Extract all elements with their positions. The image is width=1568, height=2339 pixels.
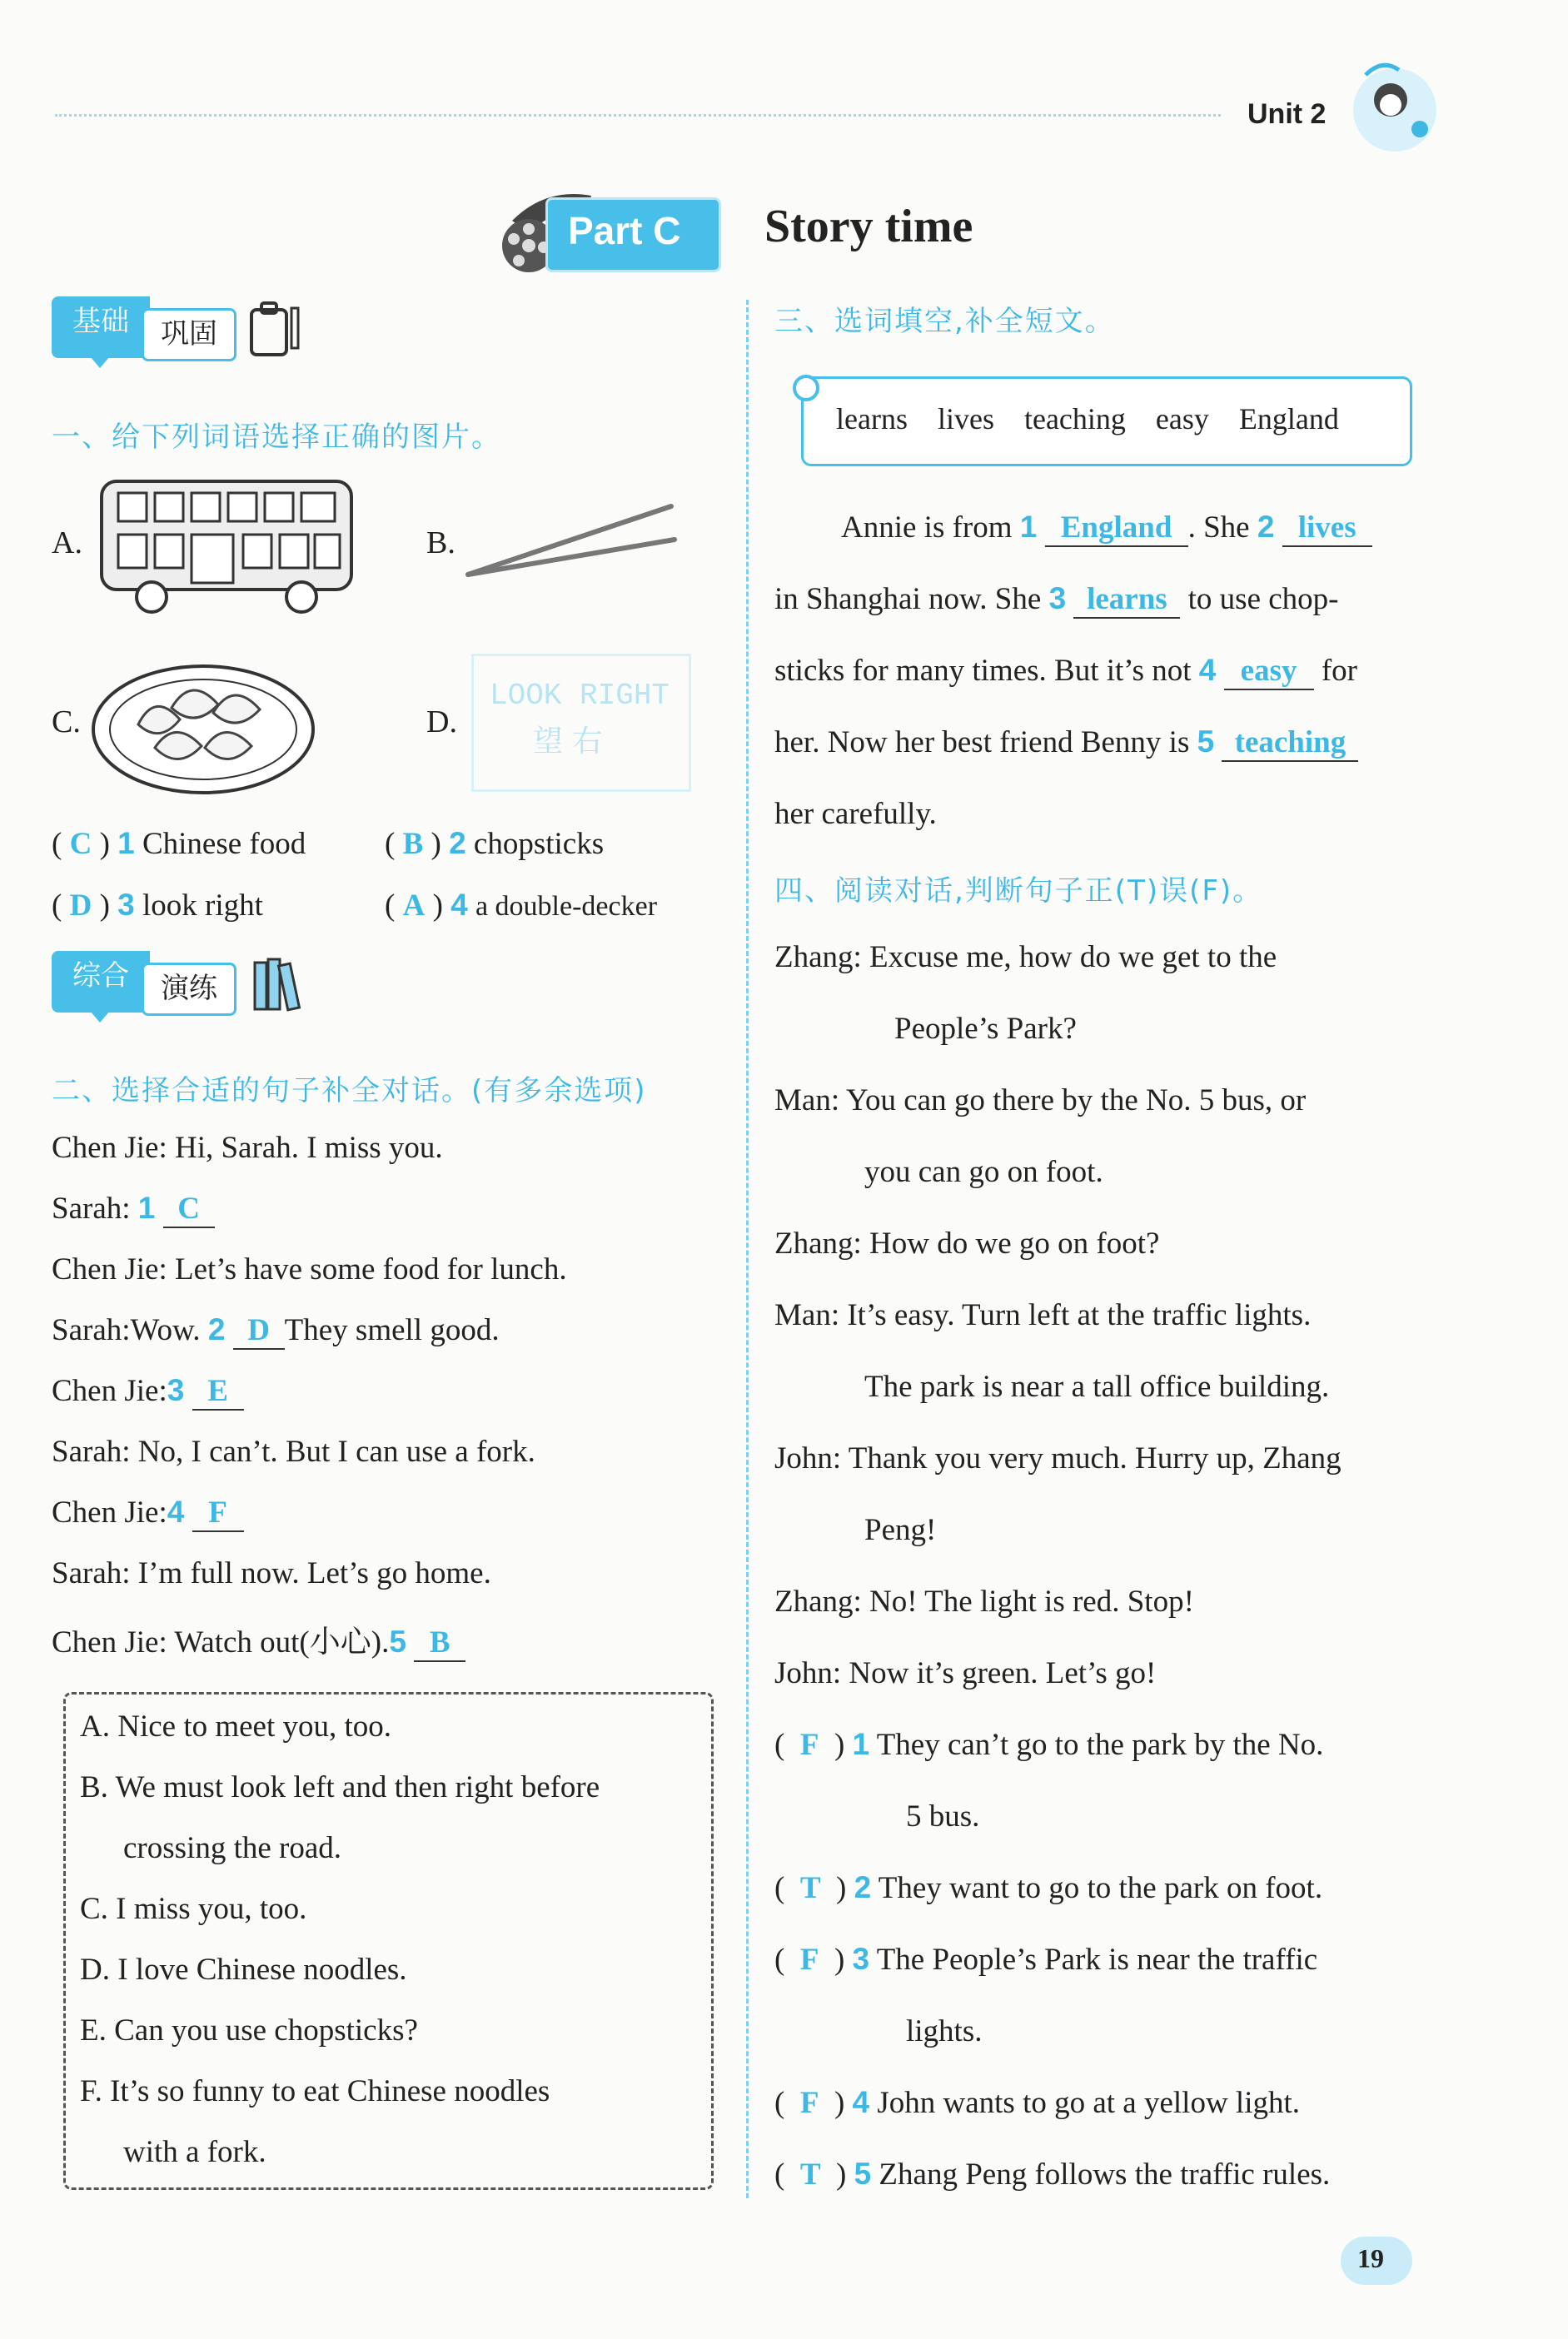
judgment-5: ( T ) 5 Zhang Peng follows the traffic rules. (774, 2157, 1331, 2192)
option-c: C. I miss you, too. (80, 1892, 307, 1926)
word-4: easy (1155, 402, 1209, 435)
option-e: E. Can you use chopsticks? (80, 2013, 418, 2048)
match-item-1: ( C ) 1 Chinese food (52, 826, 306, 861)
passage-line-1: Annie is from 1 England . She 2 lives (841, 510, 1372, 547)
judgment-1: ( F ) 1 They can’t go to the park by the No. (774, 1727, 1324, 1762)
pic-label-a: A. (52, 525, 82, 560)
girl-mascot-icon (1341, 50, 1449, 162)
dumplings-plate-image (88, 649, 318, 804)
column-divider (746, 300, 749, 2198)
options-box (63, 1692, 714, 2190)
passage-line-3: sticks for many times. But it’s not 4 easy for (774, 653, 1357, 690)
chopsticks-image (463, 491, 679, 587)
section-2-heading: 二、选择合适的句子补全对话。(有多余选项) (52, 1074, 647, 1107)
unit-label: Unit 2 (1247, 98, 1327, 130)
judgment-3: ( F ) 3 The People’s Park is near the traffic (774, 1942, 1318, 1977)
match-item-4: ( A ) 4 a double-decker (385, 888, 658, 923)
word-3: teaching (1023, 402, 1126, 435)
page-title: Story time (764, 201, 973, 252)
option-b-cont: crossing the road. (123, 1831, 342, 1865)
match-item-2: ( B ) 2 chopsticks (385, 826, 605, 861)
option-f: F. It’s so funny to eat Chinese noodles (80, 2074, 550, 2108)
reading-line-2: People’s Park? (894, 1012, 1077, 1046)
page-number: 19 (1357, 2243, 1384, 2273)
dialogue-line-5: Chen Jie:3 E (52, 1373, 244, 1411)
part-label: Part C (568, 209, 681, 252)
sign-text-2: 望 右 (533, 724, 603, 759)
notebook-pen-icon (246, 300, 306, 364)
dialogue-line-8: Sarah: I’m full now. Let’s go home. (52, 1556, 491, 1590)
reading-line-11: John: Now it’s green. Let’s go! (774, 1656, 1157, 1690)
double-decker-bus-image (93, 476, 360, 622)
reading-line-3: Man: You can go there by the No. 5 bus, or (774, 1083, 1307, 1117)
word-bank-knot-icon (789, 371, 823, 409)
passage-line-5: her carefully. (774, 797, 937, 831)
word-2: lives (937, 402, 994, 435)
section-4-heading: 四、阅读对话,判断句子正(T)误(F)。 (774, 874, 1263, 908)
pic-label-d: D. (426, 704, 457, 739)
tag-part-b: 巩固 (142, 308, 236, 361)
word-5: England (1238, 402, 1339, 435)
dialogue-line-2: Sarah: 1 C (52, 1191, 215, 1228)
reading-line-8: John: Thank you very much. Hurry up, Zhang (774, 1441, 1342, 1476)
judgment-2: ( T ) 2 They want to go to the park on foot. (774, 1870, 1323, 1905)
judgment-4: ( F ) 4 John wants to go at a yellow light. (774, 2085, 1301, 2120)
reading-line-10: Zhang: No! The light is red. Stop! (774, 1585, 1194, 1619)
option-d: D. I love Chinese noodles. (80, 1953, 407, 1987)
pic-label-c: C. (52, 704, 81, 739)
dialogue-line-1: Chen Jie: Hi, Sarah. I miss you. (52, 1131, 443, 1165)
option-f-cont: with a fork. (123, 2135, 266, 2169)
option-b: B. We must look left and then right before (80, 1770, 600, 1804)
match-item-3: ( D ) 3 look right (52, 888, 263, 923)
section-3-heading: 三、选词填空,补全短文。 (774, 305, 1115, 338)
reading-line-7: The park is near a tall office building. (864, 1370, 1330, 1404)
judgment-1-cont: 5 bus. (906, 1799, 980, 1834)
reading-line-9: Peng! (864, 1513, 937, 1547)
word-1: learns (836, 402, 908, 435)
pic-label-b: B. (426, 525, 455, 560)
passage-line-4: her. Now her best friend Benny is 5 teaching (774, 724, 1358, 762)
dialogue-line-3: Chen Jie: Let’s have some food for lunch. (52, 1252, 567, 1286)
tag-part-a: 基础 (52, 296, 150, 358)
sign-text-1: LOOK RIGHT (490, 679, 670, 713)
option-a: A. Nice to meet you, too. (80, 1709, 392, 1744)
reading-line-4: you can go on foot. (864, 1155, 1103, 1189)
reading-line-6: Man: It’s easy. Turn left at the traffic lights. (774, 1298, 1312, 1332)
section-1-heading: 一、给下列词语选择正确的图片。 (52, 421, 501, 454)
dialogue-line-9: Chen Jie: Watch out(小心).5 B (52, 1616, 465, 1662)
reading-line-1: Zhang: Excuse me, how do we get to the (774, 940, 1277, 974)
judgment-3-cont: lights. (906, 2014, 983, 2048)
tag-part-b: 演练 (142, 963, 236, 1016)
dialogue-line-4: Sarah:Wow. 2 D They smell good. (52, 1312, 500, 1350)
dialogue-line-7: Chen Jie:4 F (52, 1495, 244, 1532)
dialogue-line-6: Sarah: No, I can’t. But I can use a fork. (52, 1435, 535, 1469)
books-icon (251, 956, 308, 1017)
header-dotted-rule (55, 114, 1221, 117)
passage-line-2: in Shanghai now. She 3 learns to use chop- (774, 581, 1339, 619)
reading-line-5: Zhang: How do we go on foot? (774, 1227, 1160, 1261)
tag-part-a: 综合 (52, 951, 150, 1013)
word-bank (836, 401, 1339, 436)
